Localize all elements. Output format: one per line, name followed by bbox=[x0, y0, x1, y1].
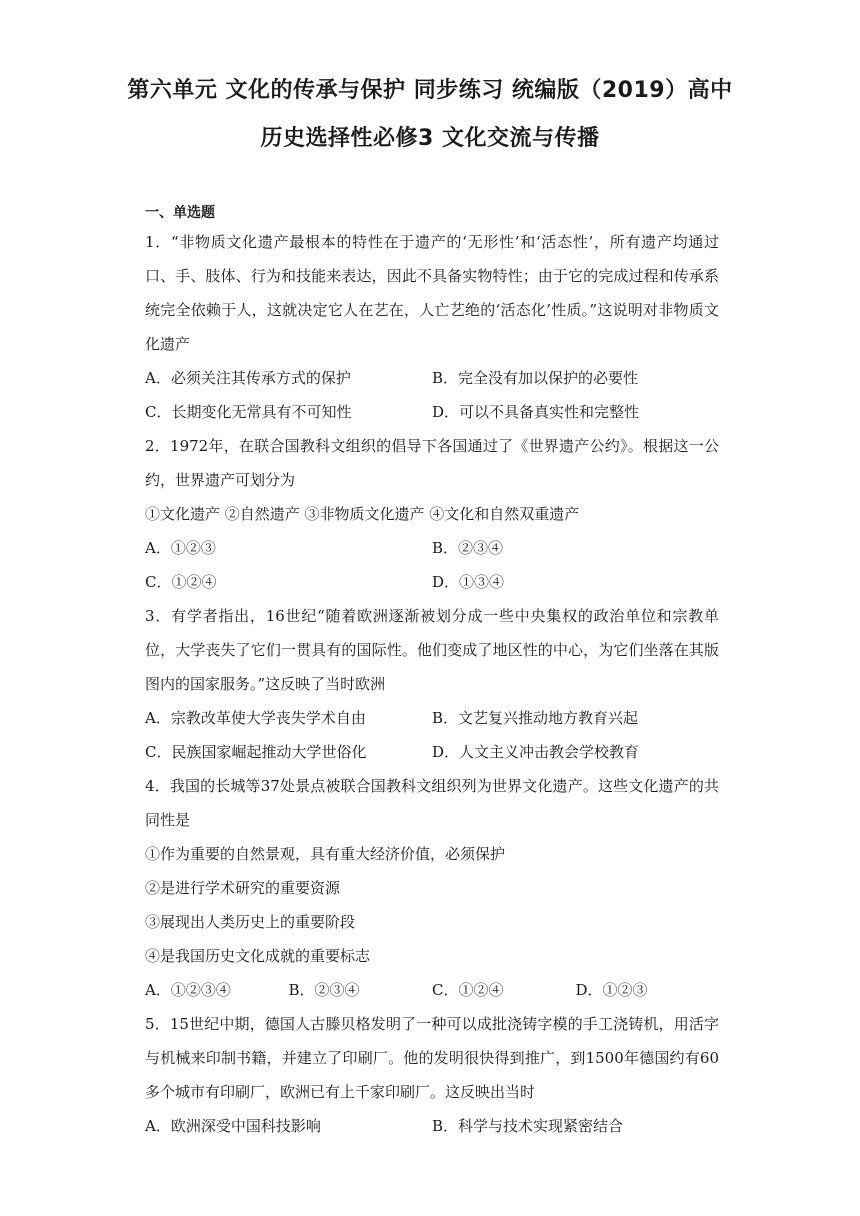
question-4-option-a: A．①②③④ bbox=[145, 981, 231, 999]
question-1-option-c: C．长期变化无常具有不可知性 bbox=[145, 403, 352, 421]
question-5-option-a: A．欧洲深受中国科技影响 bbox=[145, 1117, 321, 1135]
question-3-options-row-2 bbox=[145, 735, 719, 769]
question-3-option-d: D．人文主义冲击教会学校教育 bbox=[432, 743, 640, 761]
question-3-stem: 3．有学者指出，16世纪“随着欧洲逐渐被划分成一些中央集权的政治单位和宗教单位，大学丧失了它们一贯具有的国际性。他们变成了地区性的中心，为它们坐落在其版图内的国家服务。”这反映了当时欧洲 bbox=[145, 607, 719, 693]
doc-title-line-1: 第六单元 文化的传承与保护 同步练习 统编版（2019）高中 bbox=[127, 78, 733, 103]
question-1-stem: 1．“非物质文化遗产最根本的特性在于遗产的‘无形性’和‘活态性’，所有遗产均通过口、手、肢体、行为和技能来表达，因此不具备实物特性；由于它的完成过程和传承系统完全依赖于人，这就决定它人在艺在，人亡艺绝的‘活态化’性质。”这说明对非物质文化遗产 bbox=[145, 233, 719, 353]
question-2-option-c: C．①②④ bbox=[145, 573, 217, 591]
question-5-stem: 5．15世纪中期，德国人古滕贝格发明了一种可以成批浇铸字模的手工浇铸机，用活字与机械来印制书籍，并建立了印刷厂。他的发明很快得到推广，到1500年德国约有60多个城市有印刷厂，欧洲已有上千家印刷厂。这反映出当时 bbox=[145, 1015, 719, 1101]
question-2-item-1: ①文化遗产 ②自然遗产 ③非物质文化遗产 ④文化和自然双重遗产 bbox=[145, 505, 580, 523]
question-4-option-d: D．①②③ bbox=[575, 981, 648, 999]
doc-title-line-2: 历史选择性必修3 文化交流与传播 bbox=[260, 126, 600, 151]
question-2-option-d: D．①③④ bbox=[432, 573, 505, 591]
question-2-option-a: A．①②③ bbox=[145, 539, 216, 557]
question-3-option-a: A．宗教改革使大学丧失学术自由 bbox=[145, 709, 366, 727]
question-2-stem: 2．1972年，在联合国教科文组织的倡导下各国通过了《世界遗产公约》。根据这一公约，世界遗产可划分为 bbox=[145, 437, 719, 489]
question-2-option-b: B．②③④ bbox=[432, 539, 504, 557]
question-5-options-row-1 bbox=[145, 1109, 719, 1143]
section-heading: 一、单选题 bbox=[145, 205, 215, 221]
question-3-options-row-1 bbox=[145, 701, 719, 735]
question-2-options-row-1 bbox=[145, 531, 719, 565]
question-1-options-row-1 bbox=[145, 361, 719, 395]
question-5-option-b: B．科学与技术实现紧密结合 bbox=[432, 1117, 624, 1135]
questions-body bbox=[145, 225, 719, 1143]
question-4-option-b: B．②③④ bbox=[288, 981, 360, 999]
question-4-item-1: ①作为重要的自然景观，具有重大经济价值，必须保护 bbox=[145, 845, 506, 863]
question-4-item-2: ②是进行学术研究的重要资源 bbox=[145, 879, 341, 897]
question-1-option-b: B．完全没有加以保护的必要性 bbox=[432, 369, 639, 387]
question-4-options-row bbox=[145, 973, 719, 1007]
question-4-option-c: C．①②④ bbox=[432, 981, 504, 999]
question-3-option-b: B．文艺复兴推动地方教育兴起 bbox=[432, 709, 639, 727]
question-1-options-row-2 bbox=[145, 395, 719, 429]
question-4-item-3: ③展现出人类历史上的重要阶段 bbox=[145, 913, 356, 931]
question-3-option-c: C．民族国家崛起推动大学世俗化 bbox=[145, 743, 367, 761]
question-4-stem: 4．我国的长城等37处景点被联合国教科文组织列为世界文化遗产。这些文化遗产的共同性是 bbox=[145, 777, 719, 829]
question-4-item-4: ④是我国历史文化成就的重要标志 bbox=[145, 947, 371, 965]
question-2-options-row-2 bbox=[145, 565, 719, 599]
question-1-option-d: D．可以不具备真实性和完整性 bbox=[432, 403, 640, 421]
question-1-option-a: A．必须关注其传承方式的保护 bbox=[145, 369, 351, 387]
